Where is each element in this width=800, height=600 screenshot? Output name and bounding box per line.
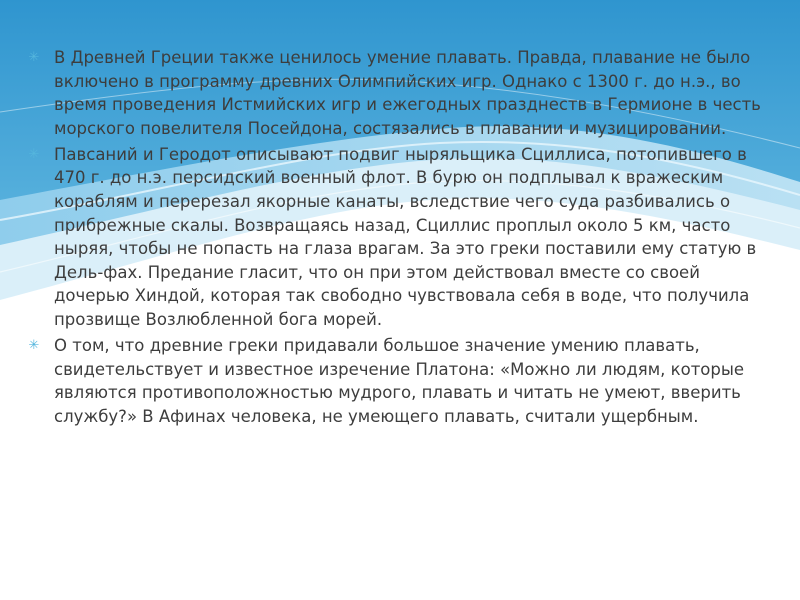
paragraph-3: [26, 334, 774, 428]
text-body: [26, 46, 774, 431]
paragraph-1: [26, 46, 774, 140]
paragraph-1-text: В Древней Греции также ценилось умение плавать. Правда, плавание не было включено в программу древних Олимпийских игр. Однако с 1300 г. до н.э., во время проведения Истмийских игр и ежегодных празднеств в Гермионе в честь морского повелителя Посейдона, состязались в плавании и музицировании.: [54, 48, 761, 138]
paragraph-3-text: О том, что древние греки придавали большое значение умению плавать, свидетельствует и известное изречение Платона: «Можно ли людям, которые являются противоположностью мудрого, плавать и читать не умеют, вверить службу?» В Афинах человека, не умеющего плавать, считали ущербным.: [54, 336, 745, 426]
paragraph-2-text: Павсаний и Геродот описывают подвиг ныряльщика Сциллиса, потопившего в 470 г. до н.э. персидский военный флот. В бурю он подплывал к вражеским кораблям и перерезал якорные канаты, вследствие чего суда разбивались о прибрежные скалы. Возвращаясь назад, Сциллис проплыл около 5 км, часто ныряя, чтобы не попасть на глаза врагам. За это греки поставили ему статую в Дель-фах. Предание гласит, что он при этом действовал вместе со своей дочерью Хиндой, которая так свободно чувствовала себя в воде, что получила прозвище Возлюбленной бога морей.: [54, 144, 757, 330]
bullet-icon: ✳: [28, 50, 40, 65]
bullet-icon: ✳: [28, 146, 40, 162]
paragraph-2: [26, 143, 774, 332]
bullet-icon: ✳: [28, 338, 40, 354]
